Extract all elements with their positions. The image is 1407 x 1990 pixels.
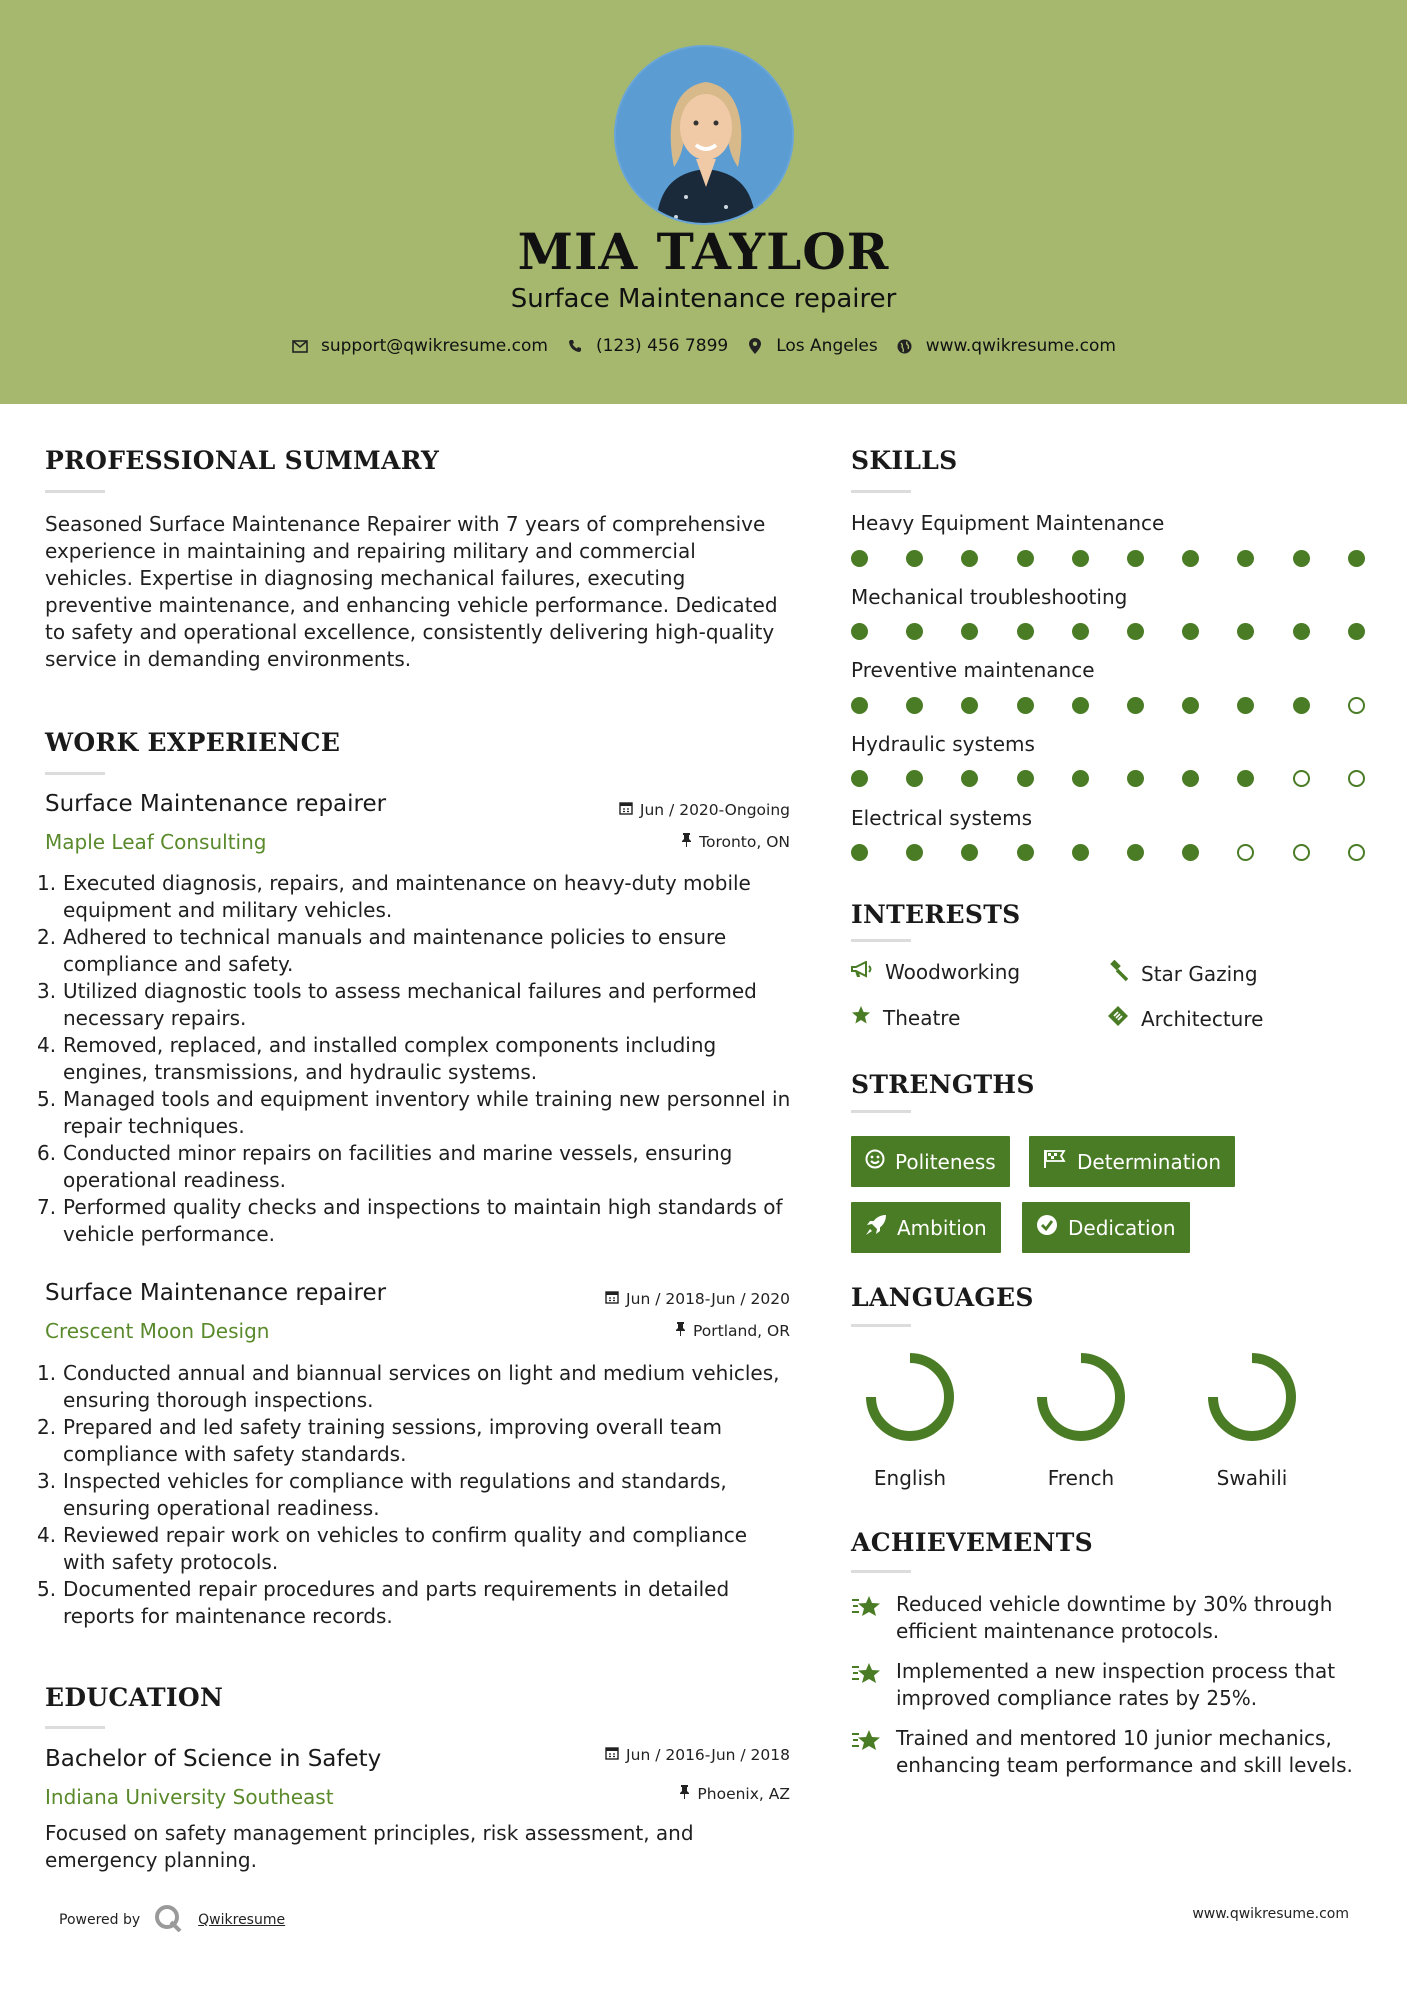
- strength-label: Ambition: [897, 1215, 987, 1240]
- phone-icon: [566, 337, 584, 355]
- gavel-icon: [1107, 960, 1129, 987]
- language-level-arc: [1213, 1358, 1291, 1436]
- list-item: 2. Prepared and led safety training sessions, improving overall team compliance with safety standards.: [37, 1415, 722, 1466]
- list-item: 1. Conducted annual and biannual services on light and medium vehicles, ensuring thorough inspections.: [37, 1361, 780, 1412]
- skill-dot-filled: [1127, 623, 1144, 640]
- job-location: [520, 1322, 790, 1340]
- degree-title: Bachelor of Science in Safety: [45, 1746, 382, 1772]
- education-dates-text: Jun / 2016-Jun / 2018: [626, 1746, 790, 1764]
- skill-rating: [851, 623, 1371, 641]
- list-item: 1. Executed diagnosis, repairs, and maintenance on heavy-duty mobile equipment and military vehicles.: [37, 871, 751, 922]
- job-dates-text: Jun / 2020-Ongoing: [639, 801, 790, 819]
- skill-label: Preventive maintenance: [851, 658, 1095, 682]
- smile-icon: [865, 1149, 885, 1174]
- award-star-icon: [851, 1661, 883, 1691]
- globe-icon: [896, 337, 914, 355]
- skill-dot-filled: [1237, 770, 1254, 787]
- education-divider: [45, 1726, 105, 1729]
- skill-dot-empty: [1348, 770, 1365, 787]
- education-location-text: Phoenix, AZ: [697, 1785, 790, 1803]
- achievement-text: Reduced vehicle downtime by 30% through efficient maintenance protocols.: [896, 1592, 1333, 1643]
- skill-dot-filled: [1293, 697, 1310, 714]
- skill-dot-filled: [1182, 550, 1199, 567]
- list-item: 3. Inspected vehicles for compliance with regulations and standards, ensuring operational readiness.: [37, 1469, 727, 1520]
- skill-dot-filled: [906, 770, 923, 787]
- skill-rating: [851, 770, 1371, 788]
- experience-divider: [45, 772, 105, 775]
- strength-label: Determination: [1077, 1149, 1222, 1174]
- contact-website[interactable]: [896, 336, 1116, 356]
- powered-by-text: Powered by: [59, 1912, 141, 1928]
- email-text: support@qwikresume.com: [321, 336, 548, 356]
- interest-item: [851, 960, 1020, 984]
- skill-dot-filled: [906, 844, 923, 861]
- candidate-name: MIA TAYLOR: [517, 222, 890, 281]
- education-description: Focused on safety management principles, risk assessment, and emergency planning.: [45, 1821, 694, 1872]
- list-item: 5. Managed tools and equipment inventory while training new personnel in repair techniques.: [37, 1087, 791, 1138]
- education-dates: [520, 1746, 790, 1764]
- list-item: 3. Utilized diagnostic tools to assess mechanical failures and performed necessary repairs.: [37, 979, 757, 1030]
- skill-dot-filled: [1127, 770, 1144, 787]
- powered-by: [59, 1904, 285, 1936]
- list-item: 2. Adhered to technical manuals and maintenance policies to ensure compliance and safety.: [37, 925, 727, 976]
- language-gauge: [1197, 1350, 1307, 1454]
- language-label: English: [873, 1466, 947, 1490]
- interest-label: Star Gazing: [1141, 961, 1258, 986]
- calendar-icon: [605, 1746, 619, 1764]
- contact-row: [0, 336, 1407, 356]
- skill-dot-filled: [1182, 770, 1199, 787]
- achievement-text: Trained and mentored 10 junior mechanics, enhancing team performance and skill levels.: [896, 1726, 1353, 1777]
- experience-heading: WORK EXPERIENCE: [45, 728, 341, 757]
- skill-dot-filled: [961, 770, 978, 787]
- school-name: Indiana University Southeast: [45, 1785, 334, 1809]
- achievements-heading: ACHIEVEMENTS: [851, 1528, 1093, 1557]
- skill-label: Heavy Equipment Maintenance: [851, 511, 1165, 535]
- skill-label: Mechanical troubleshooting: [851, 585, 1128, 609]
- strength-label: Politeness: [895, 1149, 996, 1174]
- contact-email[interactable]: [291, 336, 548, 356]
- skill-dot-filled: [1072, 550, 1089, 567]
- skill-dot-filled: [906, 623, 923, 640]
- award-star-icon: [851, 1728, 883, 1758]
- check-circle-icon: [1036, 1214, 1058, 1241]
- list-item: 6. Conducted minor repairs on facilities and marine vessels, ensuring operational readiness.: [37, 1141, 733, 1192]
- skill-dot-filled: [1182, 697, 1199, 714]
- achievements-divider: [851, 1570, 911, 1573]
- strength-badge: [1029, 1136, 1235, 1187]
- skill-rating: [851, 697, 1371, 715]
- list-item: 7. Performed quality checks and inspections to maintain high standards of vehicle performance.: [37, 1195, 783, 1246]
- star-icon: [851, 1005, 871, 1030]
- skill-dot-filled: [1017, 550, 1034, 567]
- skill-label: Hydraulic systems: [851, 732, 1035, 756]
- footer-website[interactable]: www.qwikresume.com: [1192, 1906, 1349, 1922]
- strengths-divider: [851, 1110, 911, 1113]
- language-level-arc: [1042, 1358, 1120, 1436]
- skill-dot-filled: [1182, 623, 1199, 640]
- contact-location: [746, 336, 878, 356]
- job-location-text: Toronto, ON: [699, 833, 790, 851]
- skill-dot-filled: [1072, 623, 1089, 640]
- education-location: [520, 1785, 790, 1803]
- skill-dot-filled: [1072, 697, 1089, 714]
- profile-photo: [614, 45, 794, 225]
- strength-badge: [1022, 1202, 1190, 1253]
- skill-dot-filled: [1017, 623, 1034, 640]
- skill-dot-filled: [1237, 697, 1254, 714]
- summary-divider: [45, 490, 105, 493]
- interest-label: Architecture: [1141, 1006, 1264, 1031]
- resume-header: [0, 0, 1407, 404]
- language-label: French: [1047, 1466, 1115, 1490]
- pin-icon: [679, 1785, 690, 1803]
- languages-divider: [851, 1324, 911, 1327]
- skill-dot-filled: [851, 550, 868, 567]
- skill-dot-filled: [1293, 623, 1310, 640]
- job-location-text: Portland, OR: [692, 1322, 790, 1340]
- skill-dot-filled: [1348, 623, 1365, 640]
- ticket-icon: [1107, 1005, 1129, 1032]
- interest-label: Theatre: [883, 1005, 961, 1030]
- skill-dot-filled: [1237, 550, 1254, 567]
- language-label: Swahili: [1216, 1466, 1288, 1490]
- skill-rating: [851, 844, 1371, 862]
- award-star-icon: [851, 1594, 883, 1624]
- language-gauge: [1026, 1350, 1136, 1454]
- skill-dot-empty: [1293, 770, 1310, 787]
- skill-dot-filled: [1127, 697, 1144, 714]
- list-item: 4. Reviewed repair work on vehicles to confirm quality and compliance with safety protocols.: [37, 1523, 748, 1574]
- education-heading: EDUCATION: [45, 1683, 224, 1712]
- job-dates: [520, 1290, 790, 1308]
- pin-icon: [681, 833, 692, 851]
- interest-item: [1107, 1005, 1263, 1032]
- location-text: Los Angeles: [776, 336, 878, 356]
- skill-rating: [851, 550, 1371, 568]
- contact-phone[interactable]: [566, 336, 728, 356]
- achievement-text: Implemented a new inspection process that improved compliance rates by 25%.: [896, 1659, 1336, 1710]
- skill-dot-empty: [1237, 844, 1254, 861]
- skill-dot-filled: [961, 550, 978, 567]
- summary-heading: PROFESSIONAL SUMMARY: [45, 446, 440, 475]
- skill-dot-filled: [1237, 623, 1254, 640]
- bullhorn-icon: [851, 960, 873, 984]
- portrait-illustration: [616, 47, 794, 225]
- calendar-icon: [605, 1290, 619, 1308]
- skill-dot-filled: [961, 697, 978, 714]
- interests-divider: [851, 939, 911, 942]
- phone-text: (123) 456 7899: [595, 336, 729, 356]
- summary-text: Seasoned Surface Maintenance Repairer with 7 years of comprehensive experience in maintaining and repairing military and commercial vehicles. Expertise in diagnosing mechanical failures, executing preventive maintenance, and enhancing vehicle performance. Dedicated to safety and operational excellence, consistently delivering high-quality service in demanding environments.: [45, 512, 778, 671]
- strengths-heading: STRENGTHS: [851, 1070, 1035, 1099]
- languages-heading: LANGUAGES: [851, 1283, 1034, 1312]
- strength-badge: [851, 1136, 1010, 1187]
- job-dates-text: Jun / 2018-Jun / 2020: [626, 1290, 790, 1308]
- skill-dot-filled: [1017, 770, 1034, 787]
- pin-icon: [675, 1322, 686, 1340]
- skill-dot-empty: [1293, 844, 1310, 861]
- job-location: [520, 833, 790, 851]
- interest-item: [851, 1005, 960, 1030]
- interest-item: [1107, 960, 1258, 987]
- skill-dot-filled: [851, 770, 868, 787]
- language-gauge: [855, 1350, 965, 1454]
- skill-dot-filled: [851, 844, 868, 861]
- skill-dot-filled: [1348, 550, 1365, 567]
- skill-dot-filled: [1127, 844, 1144, 861]
- skill-dot-filled: [1017, 844, 1034, 861]
- interests-heading: INTERESTS: [851, 900, 1021, 929]
- skill-dot-filled: [1182, 844, 1199, 861]
- skill-dot-filled: [851, 623, 868, 640]
- skill-dot-filled: [1017, 697, 1034, 714]
- interest-label: Woodworking: [885, 960, 1021, 984]
- skill-dot-filled: [1127, 550, 1144, 567]
- skill-dot-empty: [1348, 844, 1365, 861]
- website-text: www.qwikresume.com: [925, 336, 1116, 356]
- calendar-icon: [619, 801, 633, 819]
- skill-dot-filled: [906, 697, 923, 714]
- skills-heading: SKILLS: [851, 446, 958, 475]
- strength-label: Dedication: [1068, 1215, 1176, 1240]
- skill-dot-filled: [1072, 770, 1089, 787]
- envelope-icon: [291, 337, 309, 355]
- skill-dot-filled: [1293, 550, 1310, 567]
- job-duties-list: [37, 870, 795, 1248]
- qwikresume-logo-icon: [154, 1904, 184, 1936]
- job-duties-list: [37, 1360, 795, 1630]
- brand-link[interactable]: Qwikresume: [198, 1912, 286, 1928]
- skill-dot-filled: [851, 697, 868, 714]
- rocket-icon: [865, 1214, 887, 1241]
- language-level-arc: [871, 1358, 949, 1436]
- list-item: 5. Documented repair procedures and parts requirements in detailed reports for maintenance records.: [37, 1577, 730, 1628]
- job-title: Surface Maintenance repairer: [45, 791, 387, 817]
- map-pin-icon: [746, 337, 764, 355]
- job-dates: [520, 801, 790, 819]
- flag-icon: [1043, 1149, 1067, 1174]
- job-title: Surface Maintenance repairer: [45, 1280, 387, 1306]
- skill-dot-filled: [961, 623, 978, 640]
- skill-dot-filled: [1072, 844, 1089, 861]
- skill-dot-filled: [906, 550, 923, 567]
- strength-badge: [851, 1202, 1001, 1253]
- company-name: Maple Leaf Consulting: [45, 830, 267, 854]
- list-item: 4. Removed, replaced, and installed complex components including engines, transmissions, and hydraulic systems.: [37, 1033, 717, 1084]
- skills-divider: [851, 490, 911, 493]
- company-name: Crescent Moon Design: [45, 1319, 270, 1343]
- skill-label: Electrical systems: [851, 806, 1033, 830]
- skill-dot-empty: [1348, 697, 1365, 714]
- skill-dot-filled: [961, 844, 978, 861]
- candidate-title: Surface Maintenance repairer: [510, 284, 897, 314]
